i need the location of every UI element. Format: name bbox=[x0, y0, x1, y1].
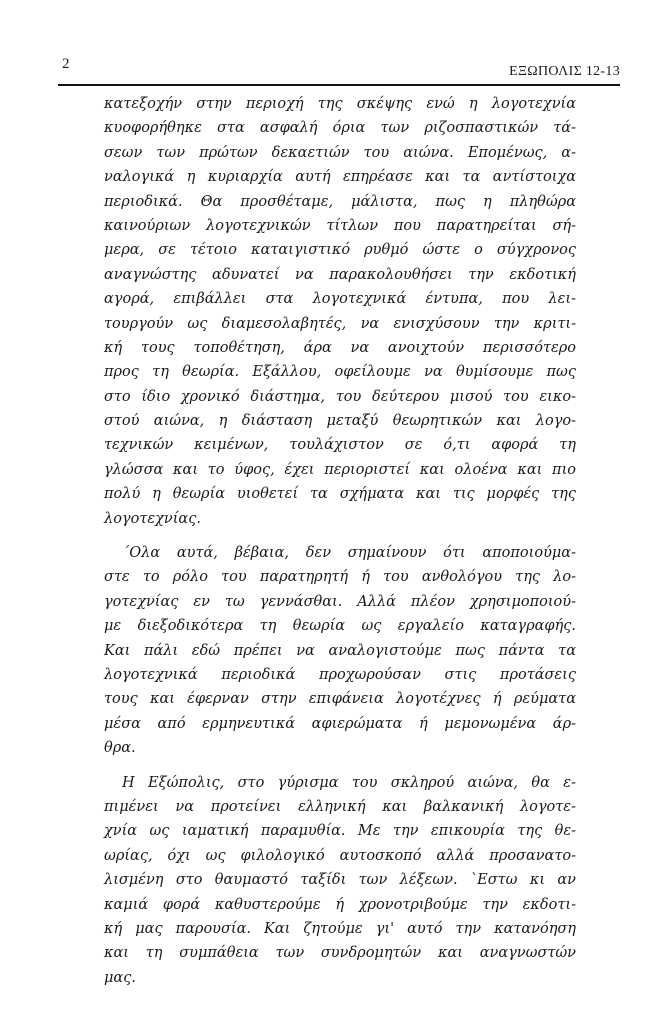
text-line: πολύ η θεωρία υιοθετεί τα σχήματα και τις μορφές της bbox=[104, 486, 576, 503]
text-line: πιμένει να προτείνει ελληνική και βαλκανική λογοτε- bbox=[104, 798, 576, 815]
text-line: στο ίδιο χρονικό διάστημα, του δεύτερου μισού του εικο- bbox=[104, 388, 576, 405]
text-line: κατεξοχήν στην περιοχή της σκέψης ενώ η λογοτεχνία bbox=[104, 96, 576, 112]
text-line: καμιά φορά καθυστερούμε ή χρονοτριβούμε την εκδοτι- bbox=[104, 896, 576, 913]
text-line: θρα. bbox=[104, 740, 136, 757]
text-line: κυοφορήθηκε στα ασφαλή όρια των ριζοσπαστικών τά- bbox=[104, 120, 576, 137]
text-line: μερα, σε τέτοιο καταιγιστικό ρυθμό ώστε ο σύγχρονος bbox=[104, 242, 576, 259]
text-line: κή μας παρουσία. Και ζητούμε γι' αυτό την κατανόηση bbox=[104, 920, 576, 937]
journal-title: ΕΞΩΠΟΛΙΣ 12-13 bbox=[509, 64, 620, 79]
text-line: Η Εξώπολις, στο γύρισμα του σκληρού αιώνα, θα ε- bbox=[122, 774, 576, 791]
text-line: γοτεχνίας εν τω γεννάσθαι. Αλλά πλέον χρησιμοποιού- bbox=[104, 593, 576, 610]
text-line: προς τη θεωρία. Εξάλλου, οφείλουμε να θυμίσουμε πως bbox=[104, 364, 576, 381]
text-line: Και πάλι εδώ πρέπει να αναλογιστούμε πως πάντα τα bbox=[104, 642, 576, 659]
text-line: λισμένη στο θαυμαστό ταξίδι των λέξεων. `Εστω κι αν bbox=[104, 872, 576, 889]
text-line: κή τους τοποθέτηση, άρα να ανοιχτούν περισσότερο bbox=[104, 339, 576, 356]
text-line: ΄Ολα αυτά, βέβαια, δεν σημαίνουν ότι αποποιούμα- bbox=[122, 545, 576, 562]
paragraph bbox=[104, 541, 576, 761]
text-line: στε το ρόλο του παρατηρητή ή του ανθολόγου της λο- bbox=[104, 569, 576, 586]
text-line: ωρίας, όχι ως φιλολογικό αυτοσκοπό αλλά προσανατο- bbox=[104, 847, 576, 864]
text-line: αναγνώστης αδυνατεί να παρακολουθήσει την εκδοτική bbox=[104, 266, 576, 283]
text-line: με διεξοδικότερα τη θεωρία ως εργαλείο καταγραφής. bbox=[104, 618, 576, 635]
text-line: στού αιώνα, η διάσταση μεταξύ θεωρητικών και λογο- bbox=[104, 413, 576, 430]
text-line: γλώσσα και το ύφος, έχει περιοριστεί και ολοένα και πιο bbox=[104, 461, 576, 478]
paragraph-gap bbox=[104, 531, 576, 541]
text-line: μέσα από ερμηνευτικά αφιερώματα ή μεμονωμένα άρ- bbox=[104, 715, 576, 732]
body-text bbox=[104, 92, 576, 990]
text-line: και τη συμπάθεια των συνδρομητών και αναγνωστών bbox=[104, 945, 576, 962]
text-line: καινούριων λογοτεχνικών τίτλων που παρατηρείται σή- bbox=[104, 217, 576, 234]
page-number: 2 bbox=[62, 56, 70, 72]
text-line: αγορά, επιβάλλει στα λογοτεχνικά έντυπα, που λει- bbox=[104, 291, 576, 308]
text-line: τους και έφερναν στην επιφάνεια λογοτέχνες ή ρεύματα bbox=[104, 691, 576, 708]
text-line: λογοτεχνίας. bbox=[104, 510, 201, 527]
paragraph bbox=[104, 92, 576, 531]
text-line: μας. bbox=[104, 969, 136, 986]
text-line: σεων των πρώτων δεκαετιών του αιώνα. Επομένως, α- bbox=[104, 144, 576, 161]
text-line: λογοτεχνικά περιοδικά προχωρούσαν στις προτάσεις bbox=[104, 666, 576, 683]
text-line: ναλογικά η κυριαρχία αυτή επηρέασε και τα αντίστοιχα bbox=[104, 169, 576, 186]
text-line: περιοδικά. Θα προσθέταμε, μάλιστα, πως η πληθώρα bbox=[104, 193, 576, 210]
running-head bbox=[58, 56, 620, 82]
paragraph-gap bbox=[104, 761, 576, 771]
text-line: τεχνικών κειμένων, τουλάχιστον σε ό,τι αφορά τη bbox=[104, 437, 576, 454]
paragraph bbox=[104, 771, 576, 991]
text-line: τουργούν ως διαμεσολαβητές, να ενισχύσουν την κριτι- bbox=[104, 315, 576, 332]
text-line: χνία ως ιαματική παραμυθία. Με την επικουρία της θε- bbox=[104, 823, 576, 840]
header-rule bbox=[58, 84, 620, 86]
